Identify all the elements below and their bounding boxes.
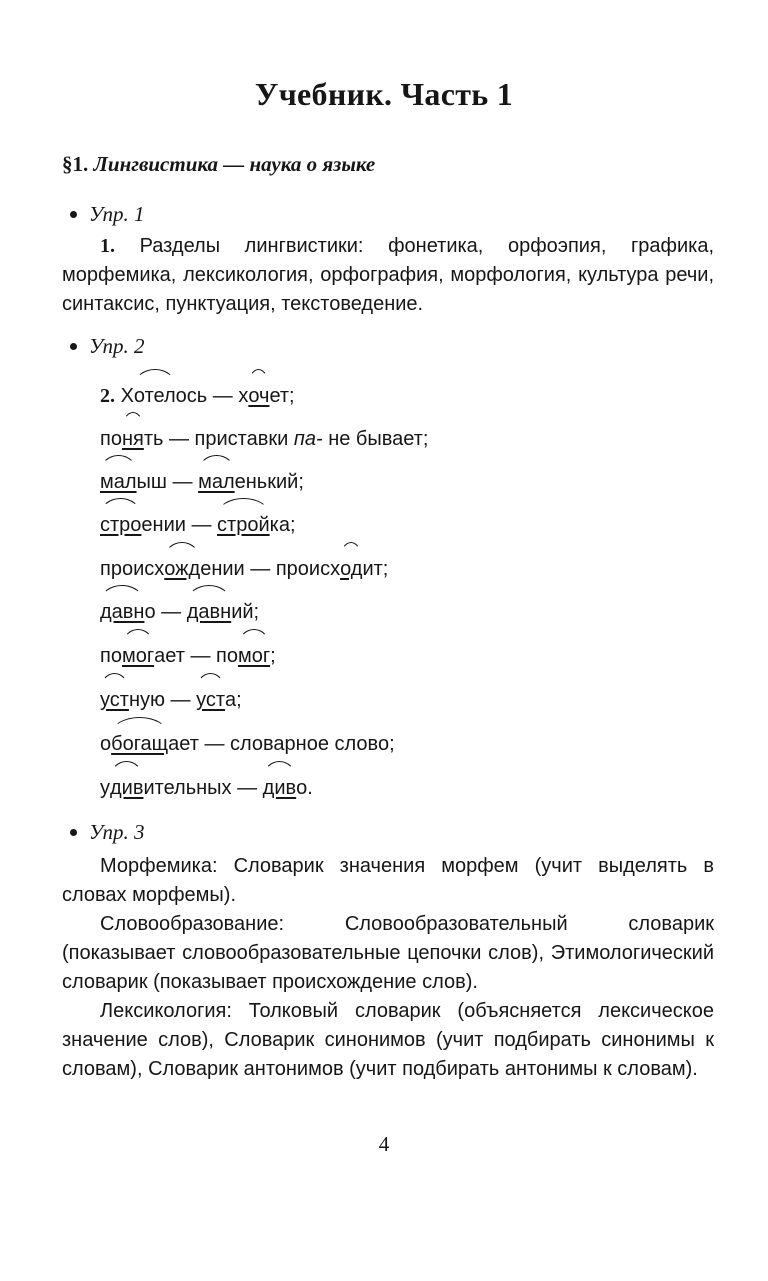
root-arc-mark: уст: [100, 686, 129, 715]
root-arc-mark: мог: [238, 642, 270, 671]
root-arc-mark: давн: [100, 598, 144, 627]
root-arc-mark: уст: [196, 686, 225, 715]
root-arc-mark: див: [263, 774, 296, 803]
root-arc-mark: отел: [134, 382, 176, 411]
exercise-3-paragraph: Лексикология: Толковый словарик (объясняется лексическое значение слов), Словарик синонимов (учит подбирать синонимы к словам), Словарик антонимов (учит подбирать антонимы к словам).: [62, 1000, 714, 1080]
root-arc-mark: богащ: [111, 730, 168, 759]
word-pair-line: происхождении — происходит;: [100, 555, 388, 584]
root-arc-mark: мал: [100, 468, 137, 497]
exercise-1-label: Упр. 1: [70, 202, 145, 227]
word-pair-line: строении — стройка;: [100, 511, 296, 540]
section-number: §1.: [62, 152, 89, 176]
word-pair-line: удивительных — диво.: [100, 774, 313, 803]
exercise-3-paragraph: Морфемика: Словарик значения морфем (учит выделять в словах морфемы).: [62, 855, 714, 906]
root-arc-mark: оч: [248, 382, 269, 411]
word-pair-line: малыш — маленький;: [100, 468, 304, 497]
root-arc-mark: ожд: [164, 555, 200, 584]
page-number: 4: [378, 1132, 390, 1156]
root-arc-mark: ня: [122, 425, 144, 454]
root-arc-mark: мог: [122, 642, 154, 671]
bullet-icon: [70, 211, 77, 218]
exercise-1-number: 1.: [100, 235, 115, 257]
root-arc-mark: стро: [100, 511, 141, 540]
root-arc-mark: давн: [187, 598, 231, 627]
exercise-3-label: Упр. 3: [70, 820, 145, 845]
exercise-2-label: Упр. 2: [70, 334, 145, 359]
section-name: Лингвистика — наука о языке: [93, 152, 376, 176]
word-pair-line: устную — уста;: [100, 686, 242, 715]
root-arc-mark: од: [340, 555, 362, 584]
bullet-icon: [70, 343, 77, 350]
page-title: Учебник. Часть 1: [254, 76, 514, 112]
bullet-icon: [70, 829, 77, 836]
exercise-3-paragraph: Словообразование: Словообразовательный словарик (показывает словообразовательные цепочки слов), Этимологический словарик (показывает происхождение слов).: [62, 913, 714, 993]
word-pair-line: понять — приставки па- не бывает;: [100, 425, 428, 454]
root-arc-mark: строй: [217, 511, 270, 540]
exercise-1-text: 1. Разделы лингвистики: фонетика, орфоэпия, графика, морфемика, лексикология, орфография, морфология, культура речи, синтаксис, пунктуация, текстоведение.: [62, 235, 715, 315]
section-heading: [62, 152, 375, 177]
word-pair-line: 2. Хотелось — хочет;: [100, 382, 295, 411]
word-pair-line: помогает — помог;: [100, 642, 276, 671]
root-arc-mark: мал: [198, 468, 235, 497]
word-pair-line: давно — давний;: [100, 598, 259, 627]
root-arc-mark: див: [110, 774, 143, 803]
word-pair-line: обогащает — словарное слово;: [100, 730, 395, 759]
